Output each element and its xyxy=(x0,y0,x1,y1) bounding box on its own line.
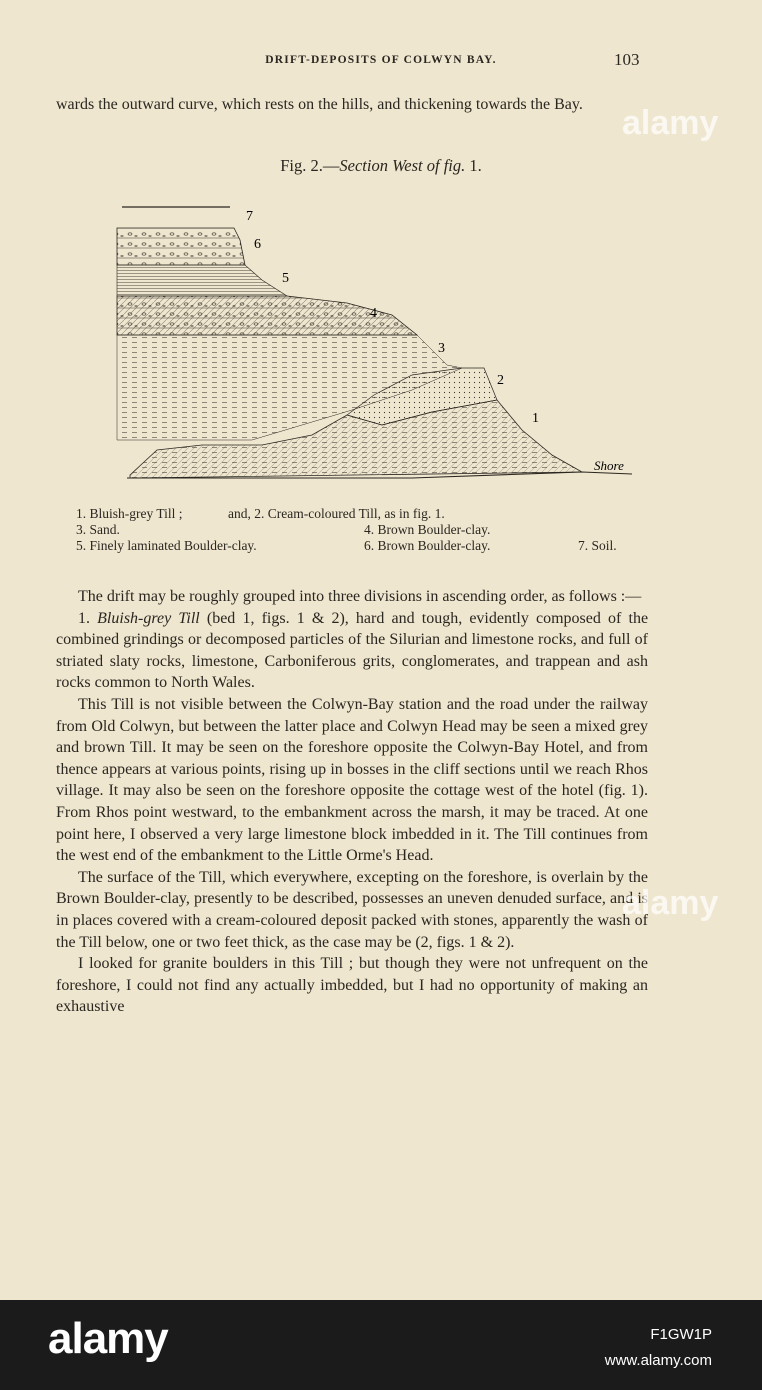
figure-caption-italic: Section West of fig. xyxy=(339,156,466,175)
bed-label-4: 4 xyxy=(370,306,377,321)
bed-label-7: 7 xyxy=(246,209,253,224)
bed-label-3: 3 xyxy=(438,341,445,356)
page-number: 103 xyxy=(614,50,640,69)
stock-site-url: www.alamy.com xyxy=(604,1352,712,1369)
legend-item-4: 4. Brown Boulder-clay. xyxy=(364,522,491,537)
paragraph-4: The surface of the Till, which everywhere, excepting on the foreshore, is overlain by the Brown Boulder-clay, presently to be described, possesses an uneven denuded surface, and is in places covered with a cream-coloured deposit packed with stones, apparently the wash of the Till below, one or two feet thick, as the case may be (2, figs. 1 & 2). xyxy=(56,868,648,951)
alamy-logo: alamy xyxy=(48,1314,168,1363)
paragraph-1: The drift may be roughly grouped into three divisions in ascending order, as follows :— xyxy=(78,588,642,605)
stock-image-id: F1GW1P xyxy=(650,1326,712,1343)
legend-item-3: 3. Sand. xyxy=(76,522,120,537)
watermark-logo-lower: alamy xyxy=(622,884,719,922)
stock-image-info xyxy=(605,1322,712,1374)
figure-caption-suffix: 1. xyxy=(465,156,482,175)
legend-item-1: 1. Bluish-grey Till ; xyxy=(76,506,183,521)
bed-label-6: 6 xyxy=(254,237,261,252)
paragraph-2 xyxy=(56,608,648,694)
bed-label-2: 2 xyxy=(497,373,504,388)
legend-item-6: 6. Brown Boulder-clay. xyxy=(364,538,491,553)
shore-label: Shore xyxy=(594,458,624,473)
cliff-section-figure xyxy=(112,200,652,490)
body-text xyxy=(56,586,648,1018)
legend-row-2 xyxy=(76,522,656,538)
paragraph-2-lead: 1. xyxy=(78,609,90,627)
watermark-logo: alamy xyxy=(622,104,719,142)
bed-6-brown-boulder-clay xyxy=(117,228,245,265)
legend-row-1 xyxy=(76,506,656,522)
bed-label-5: 5 xyxy=(282,271,289,286)
legend-item-7: 7. Soil. xyxy=(578,538,617,553)
paragraph-5: I looked for granite boulders in this Till ; but though they were not unfrequent on the foreshore, I could not find any actually imbedded, but I had no opportunity of making an exhaustive xyxy=(56,955,648,1016)
paragraph-2-rest: (bed 1, figs. 1 & 2), hard and tough, evidently composed of the combined grindings or decomposed particles of the Silurian and limestone rocks, and full of striated slaty rocks, limestone, Carboniferous grits, conglomerates, and trappean and ash rocks common to North Wales. xyxy=(56,609,649,692)
bed-5-laminated-boulder-clay xyxy=(117,265,287,296)
stock-footer-bar xyxy=(0,1300,762,1390)
figure-caption-prefix: Fig. 2.— xyxy=(280,156,340,175)
figure-caption xyxy=(0,156,762,176)
legend-item-5: 5. Finely laminated Boulder-clay. xyxy=(76,538,257,553)
bed-label-1: 1 xyxy=(532,411,539,426)
paragraph-3: This Till is not visible between the Colwyn-Bay station and the road under the railway from Old Colwyn, but between the latter place and Colwyn Head may be seen a mixed grey and brown Till. It may be seen on the foreshore opposite the Colwyn-Bay Hotel, and from thence appears at various points, rising up in bosses in the cliff sections until we reach Rhos village. It may also be seen on the foreshore opposite the cottage west of the hotel (fig. 1). From Rhos point westward, to the embankment across the marsh, it may be traced. At one point here, I observed a very large limestone block imbedded in it. The Till continues from the west end of the embankment to the Little Orme's Head. xyxy=(56,695,648,865)
paragraph-2-italic: Bluish-grey Till xyxy=(97,609,200,627)
legend-item-2: and, 2. Cream-coloured Till, as in fig. 1. xyxy=(228,506,445,521)
intro-paragraph: wards the outward curve, which rests on the hills, and thickening towards the Bay. xyxy=(56,96,583,113)
figure-legend xyxy=(76,506,656,554)
running-title: DRIFT-DEPOSITS OF COLWYN BAY. xyxy=(265,54,497,66)
legend-row-3 xyxy=(76,538,656,554)
